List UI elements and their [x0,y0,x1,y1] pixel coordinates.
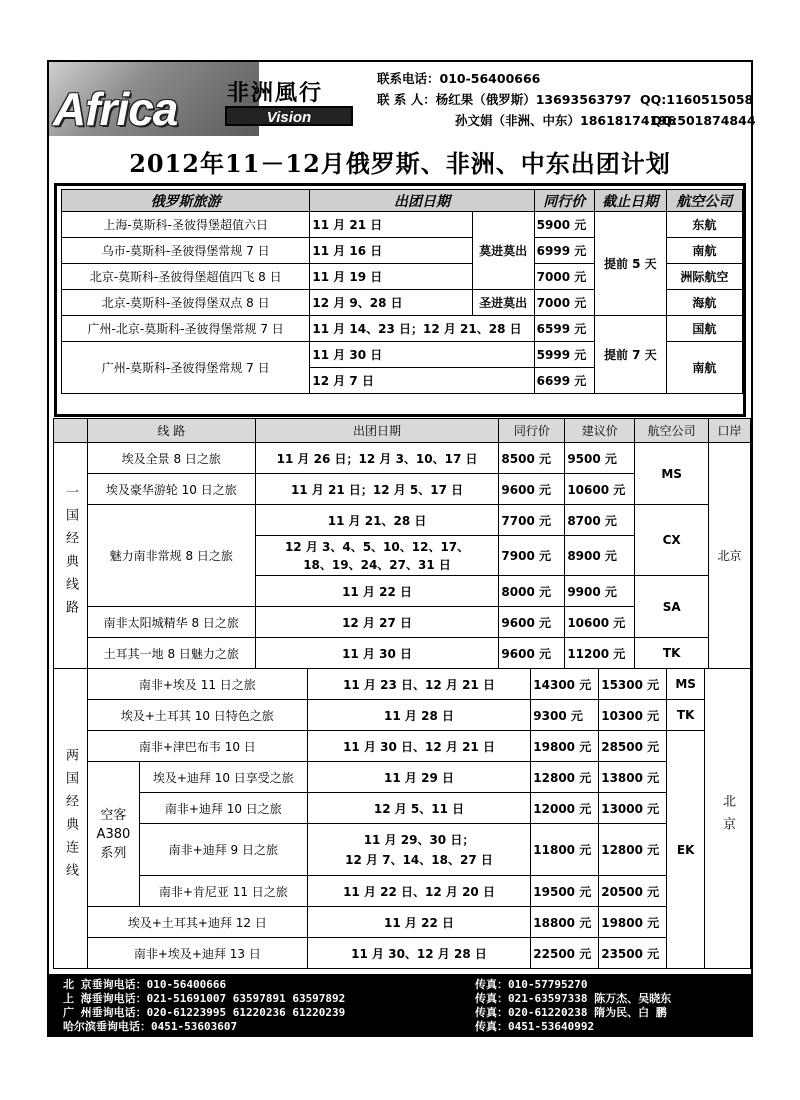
col-header-deadline: 截止日期 [594,190,666,212]
port: 北京 [705,669,751,969]
table-row: 魅力南非常规 8 日之旅 11 月 21、28 日 7700 元 8700 元 CX [54,505,751,536]
col-header-airline: 航空公司 [666,190,742,212]
two-country-table [53,668,751,969]
contact-block [377,68,756,131]
entry-note: 莫进莫出 [472,212,534,290]
russia-table [61,189,743,394]
corner-cell [54,419,88,443]
footer-row-harbin: 哈尔滨垂询电话：0451-53603607 传真：0451-53640992 [63,1020,595,1033]
logo-vision-text: Vision [225,106,353,126]
table-row: 两国经典连线 南非+埃及 11 日之旅 11 月 23 日、12 月 21 日 14300 元 15300 元 MS 北京 [54,669,751,700]
contact-phone: 联系电话：010-56400666 [377,71,541,86]
table-row: 南非+迪拜 10 日之旅 12 月 5、11 日 12000 元 13000 元 [54,793,751,824]
footer-row-shanghai: 上 海垂询电话：021-51691007 63597891 63597892 传真：021-63597338 陈万杰、吴晓东 [63,992,672,1005]
col-header-date: 出团日期 [310,190,534,212]
table-row: 南非+迪拜 9 日之旅 11 月 29、30 日； 12 月 7、14、18、27 日 11800 元 12800 元 [54,824,751,876]
table-row: 南非+津巴布韦 10 日 11 月 30 日、12 月 21 日 19800 元 28500 元 EK [54,731,751,762]
logo-africa-text: Africa [53,83,178,135]
section-label: 一国经典线路 [54,443,88,669]
contact-person-2: 孙文娟（非洲、中东）18618174196 QQ:501874844 [377,110,676,131]
col-header-route: 线 路 [87,419,255,443]
table-row: 南非太阳城精华 8 日之旅 12 月 27 日 9600 元 10600 元 [54,607,751,638]
col-header-suggest: 建议价 [565,419,635,443]
footer-row-beijing: 北 京垂询电话：010-56400666 传真：010-57795270 [63,978,588,991]
russia-table-frame [54,183,746,417]
table-row: 乌市-莫斯科-圣彼得堡常规 7 日 11 月 16 日 6999 元 南航 [62,238,743,264]
a380-label: 空客A380系列 [87,762,139,907]
table-row: 空客A380系列 埃及+迪拜 10 日享受之旅 11 月 29 日 12800 元 13800 元 [54,762,751,793]
col-header-date: 出团日期 [255,419,499,443]
table-row: 南非+肯尼亚 11 日之旅 11 月 22 日、12 月 20 日 19500 元 20500 元 [54,876,751,907]
flyer [47,60,756,1037]
col-header-price: 同行价 [499,419,565,443]
table-row: 11 月 22 日 8000 元 9900 元 SA [54,576,751,607]
table-row: 埃及+土耳其+迪拜 12 日 11 月 22 日 18800 元 19800 元 [54,907,751,938]
table-row: 土耳其一地 8 日魅力之旅 11 月 30 日 9600 元 11200 元 TK [54,638,751,669]
table-row: 北京-莫斯科-圣彼得堡双点 8 日 12 月 9、28 日 圣进莫出 7000 元 海航 [62,290,743,316]
table-row: 12 月 7 日 6699 元 [62,368,743,394]
table-row: 广州-北京-莫斯科-圣彼得堡常规 7 日 11 月 14、23 日；12 月 21、28 日 6599 元 提前 7 天 国航 [62,316,743,342]
table-row: 埃及豪华游轮 10 日之旅 11 月 21 日；12 月 5、17 日 9600 元 10600 元 [54,474,751,505]
table-row: 一国经典线路 埃及全景 8 日之旅 11 月 26 日；12 月 3、10、17 日 8500 元 9500 元 MS 北京 [54,443,751,474]
col-header-route: 俄罗斯旅游 [62,190,310,212]
deadline: 提前 7 天 [594,316,666,394]
logo-chinese-text: 非洲風行 [227,80,324,106]
port: 北京 [709,443,751,669]
contact-person-1: 联 系 人：杨红果（俄罗斯）13693563797 QQ:1160515058 [377,89,676,110]
table-row: 广州-莫斯科-圣彼得堡常规 7 日 11 月 30 日 5999 元 南航 [62,342,743,368]
footer-row-guangzhou: 广 州垂询电话：020-61223995 61220236 61220239 传真：020-61220238 隋为民、白 鹏 [63,1006,667,1019]
table-row: 南非+埃及+迪拜 13 日 11 月 30、12 月 28 日 22500 元 23500 元 [54,938,751,969]
qq-2: QQ:501874844 [651,113,756,128]
qq-1: QQ:1160515058 [640,92,754,107]
table-row: 埃及+土耳其 10 日特色之旅 11 月 28 日 9300 元 10300 元 TK [54,700,751,731]
col-header-price: 同行价 [534,190,594,212]
col-header-airline: 航空公司 [635,419,709,443]
table-row: 12 月 3、4、5、10、12、17、 18、19、24、27、31 日 7900 元 8900 元 [54,536,751,576]
table-row: 上海-莫斯科-圣彼得堡超值六日 11 月 21 日 莫进莫出 5900 元 提前 5 天 东航 [62,212,743,238]
col-header-port: 口岸 [709,419,751,443]
page-title: 2012年11－12月俄罗斯、非洲、中东出团计划 [129,149,671,178]
entry-note: 圣进莫出 [472,290,534,316]
deadline: 提前 5 天 [594,212,666,316]
table-row: 北京-莫斯科-圣彼得堡超值四飞 8 日 11 月 19 日 7000 元 洲际航空 [62,264,743,290]
section-label: 两国经典连线 [54,669,88,969]
one-country-table [53,418,751,669]
footer-contacts [49,974,751,1035]
